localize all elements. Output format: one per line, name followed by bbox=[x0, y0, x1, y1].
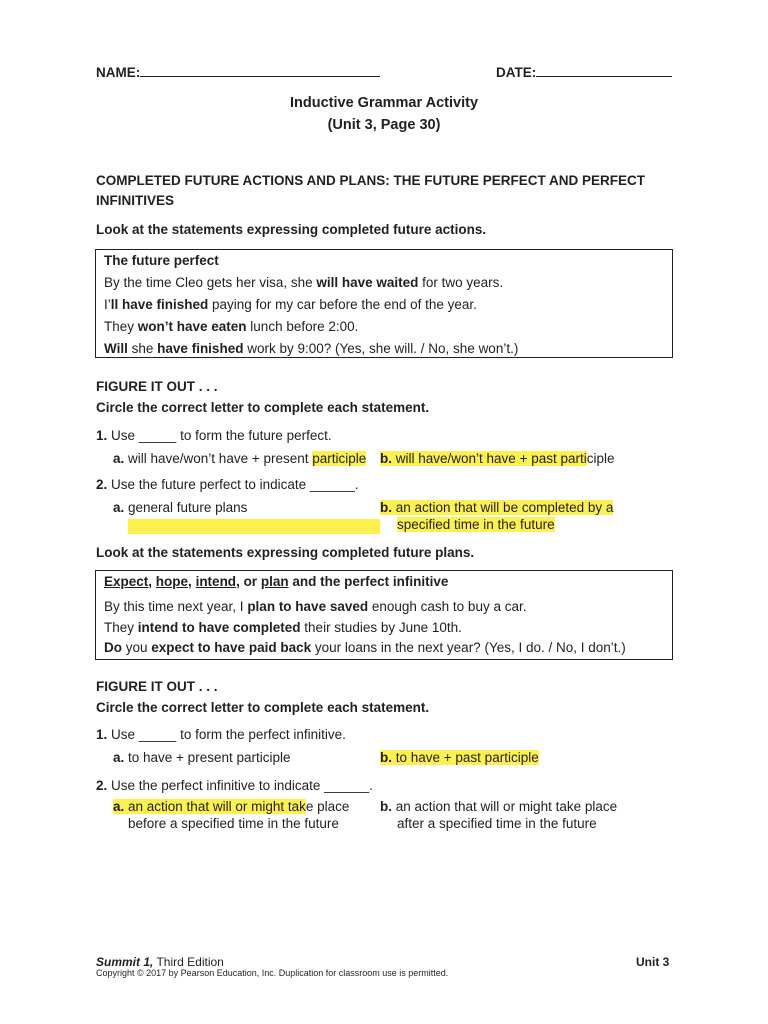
instruction: Circle the correct letter to complete each statement. bbox=[96, 700, 430, 715]
highlight: participle bbox=[312, 451, 367, 466]
section-heading-line2: INFINITIVES bbox=[96, 193, 175, 208]
example-sentence: By this time next year, I plan to have saved enough cash to buy a car. bbox=[104, 599, 527, 614]
perfect-infinitive-box-title: Expect, hope, intend, or plan and the perfect infinitive bbox=[104, 574, 449, 589]
question-2-option-b-line2: after a specified time in the future bbox=[397, 816, 597, 831]
date-field bbox=[496, 62, 672, 80]
date-line bbox=[536, 62, 672, 77]
highlight: b. to have + past participle bbox=[380, 750, 539, 765]
question-1: 1. Use _____ to form the perfect infinitive. bbox=[96, 727, 346, 742]
highlight-band bbox=[128, 519, 380, 534]
highlight: b. will have/won’t have + past parti bbox=[380, 451, 587, 466]
question-2-option-b-line2 bbox=[397, 517, 555, 532]
question-2-option-b[interactable] bbox=[380, 500, 613, 515]
footer-book-title: Summit 1, Third Edition bbox=[96, 955, 224, 969]
section-heading-line1: COMPLETED FUTURE ACTIONS AND PLANS: THE FUTURE PERFECT AND PERFECT bbox=[96, 173, 645, 188]
instruction: Circle the correct letter to complete each statement. bbox=[96, 400, 430, 415]
example-sentence: They intend to have completed their studies by June 10th. bbox=[104, 620, 462, 635]
example-sentence: I’ll have finished paying for my car before the end of the year. bbox=[104, 297, 477, 312]
worksheet-title: Inductive Grammar Activity bbox=[289, 95, 479, 111]
question-1-option-a[interactable]: a. will have/won’t have + present participle bbox=[113, 451, 367, 466]
name-line bbox=[140, 62, 380, 77]
highlight: a. an action that will or might tak bbox=[113, 799, 306, 814]
example-sentence: Will she have finished work by 9:00? (Yes, she will. / No, she won’t.) bbox=[104, 341, 519, 356]
question-1-option-b[interactable] bbox=[380, 750, 539, 765]
part1-intro: Look at the statements expressing completed future actions. bbox=[96, 222, 487, 237]
footer-unit: Unit 3 bbox=[636, 955, 670, 969]
future-perfect-box bbox=[95, 249, 673, 358]
worksheet-subtitle: (Unit 3, Page 30) bbox=[327, 117, 441, 133]
example-sentence: By the time Cleo gets her visa, she will have waited for two years. bbox=[104, 275, 504, 290]
question-1: 1. Use _____ to form the future perfect. bbox=[96, 428, 332, 443]
question-1-option-b[interactable]: b. will have/won’t have + past participle bbox=[380, 451, 615, 466]
footer-copyright: Copyright © 2017 by Pearson Education, Inc. Duplication for classroom use is permitted. bbox=[96, 968, 449, 978]
highlight: b. an action that will be completed by a bbox=[380, 500, 614, 515]
question-1-option-a[interactable]: a. to have + present participle bbox=[113, 750, 291, 765]
name-field bbox=[96, 62, 380, 80]
question-2-option-b[interactable]: b. an action that will or might take place bbox=[380, 799, 618, 814]
question-2-option-a-line2: before a specified time in the future bbox=[128, 816, 339, 831]
highlight: specified time in the future bbox=[397, 517, 555, 532]
part2-intro: Look at the statements expressing completed future plans. bbox=[96, 545, 475, 560]
name-label: NAME: bbox=[96, 65, 141, 80]
figure-it-out-heading: FIGURE IT OUT . . . bbox=[96, 679, 218, 694]
question-2-option-a[interactable]: a. general future plans bbox=[113, 500, 248, 515]
question-2: 2. Use the perfect infinitive to indicate ______. bbox=[96, 778, 373, 793]
example-sentence: Do you expect to have paid back your loans in the next year? (Yes, I do. / No, I don’t.) bbox=[104, 640, 626, 655]
date-label: DATE: bbox=[496, 65, 537, 80]
question-2-option-a[interactable]: a. an action that will or might take place bbox=[113, 799, 350, 814]
future-perfect-box-title: The future perfect bbox=[104, 253, 219, 268]
question-2: 2. Use the future perfect to indicate ______. bbox=[96, 477, 359, 492]
perfect-infinitive-box bbox=[95, 570, 673, 660]
example-sentence: They won’t have eaten lunch before 2:00. bbox=[104, 319, 359, 334]
figure-it-out-heading: FIGURE IT OUT . . . bbox=[96, 379, 218, 394]
